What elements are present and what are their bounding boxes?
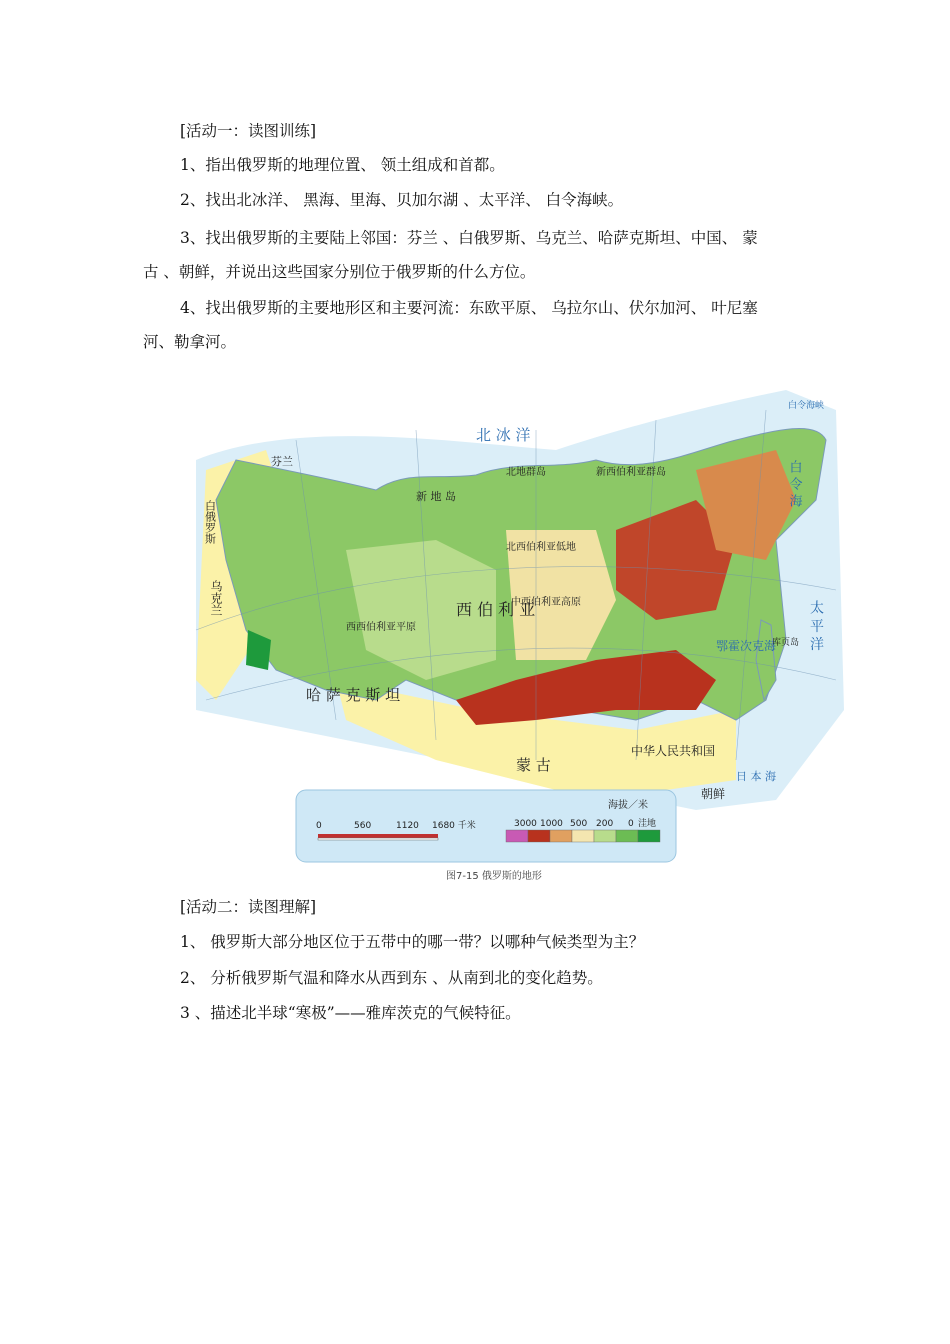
legend-swatch — [616, 830, 638, 842]
activity1-question-3-line2: 古 、朝鲜，并说出这些国家分别位于俄罗斯的什么方位。 — [143, 263, 536, 281]
label-korea: 朝鲜 — [701, 787, 726, 801]
legend-swatch — [638, 830, 660, 842]
label-pacific-ocean: 太 平 洋 — [808, 600, 824, 651]
activity2-heading: [活动二：读图理解] — [180, 898, 317, 916]
activity2-question-2: 2、 分析俄罗斯气温和降水从西到东 、从南到北的变化趋势。 — [180, 969, 603, 987]
legend-swatch — [572, 830, 594, 842]
label-siberia: 西 伯 利 亚 — [456, 600, 536, 619]
legend-value-3000: 3000 — [514, 819, 537, 829]
activity1-question-4-line2: 河、勒拿河。 — [143, 333, 237, 351]
label-kazakhstan: 哈 萨 克 斯 坦 — [306, 686, 401, 704]
russia-topographic-map — [176, 380, 848, 880]
elevation-swatches — [506, 830, 660, 842]
legend-value-1000: 1000 — [540, 819, 563, 829]
legend-value-200: 200 — [596, 819, 614, 829]
label-severnaya-zemlya: 北地群岛 — [506, 467, 546, 478]
label-belarus: 白俄罗斯 — [203, 500, 217, 544]
activity1-question-3-line1: 3、找出俄罗斯的主要陆上邻国：芬兰 、白俄罗斯、乌克兰、哈萨克斯坦、中国、 蒙 — [180, 229, 758, 247]
scale-0: 0 — [316, 821, 322, 831]
legend-title: 海拔／米 — [608, 800, 648, 811]
label-sakhalin: 库页岛 — [772, 638, 800, 648]
label-arctic-ocean: 北 冰 洋 — [476, 426, 531, 444]
legend-value-500: 500 — [570, 819, 588, 829]
label-novaya-zemlya: 新 地 岛 — [416, 490, 456, 503]
activity2-question-3: 3 、描述北半球“寒极”——雅库茨克的气候特征。 — [180, 1004, 521, 1022]
legend-swatch — [594, 830, 616, 842]
label-north-siberian-lowland: 北西伯利亚低地 — [506, 542, 576, 553]
label-west-siberian-plain: 西西伯利亚平原 — [346, 622, 416, 633]
scale-1120: 1120 — [396, 821, 419, 831]
legend-value-depression: 洼地 — [638, 819, 657, 829]
legend-swatch — [506, 830, 528, 842]
label-mongolia: 蒙 古 — [516, 756, 551, 774]
map-image — [176, 380, 848, 880]
label-bering-sea: 白 令 海 — [786, 460, 802, 508]
label-finland: 芬兰 — [271, 455, 293, 468]
legend-value-0: 0 — [628, 819, 634, 829]
activity1-question-4-line1: 4、找出俄罗斯的主要地形区和主要河流：东欧平原、 乌拉尔山、伏尔加河、 叶尼塞 — [180, 299, 758, 317]
label-japan-sea: 日 本 海 — [736, 770, 776, 783]
scale-560: 560 — [354, 821, 372, 831]
map-caption: 图7-15 俄罗斯的地形 — [446, 871, 542, 880]
label-ukraine: 乌克兰 — [209, 580, 223, 616]
activity1-question-1: 1、指出俄罗斯的地理位置、 领土组成和首都。 — [180, 156, 505, 174]
scale-1680: 1680 千米 — [432, 821, 476, 831]
activity1-question-2: 2、找出北冰洋、 黑海、里海、贝加尔湖 、太平洋、 白令海峡。 — [180, 191, 624, 209]
label-bering-strait: 白令海峡 — [788, 401, 825, 411]
legend-swatch — [528, 830, 550, 842]
label-okhotsk-sea: 鄂霍次克海 — [716, 639, 777, 653]
legend-swatch — [550, 830, 572, 842]
activity2-question-1: 1、 俄罗斯大部分地区位于五带中的哪一带？以哪种气候类型为主？ — [180, 933, 645, 951]
label-china: 中华人民共和国 — [631, 744, 716, 758]
label-new-siberian-islands: 新西伯利亚群岛 — [596, 467, 666, 478]
label-central-siberian-plateau: 中西伯利亚高原 — [511, 597, 581, 608]
activity1-heading: [活动一：读图训练] — [180, 122, 317, 140]
map-legend — [296, 790, 676, 862]
